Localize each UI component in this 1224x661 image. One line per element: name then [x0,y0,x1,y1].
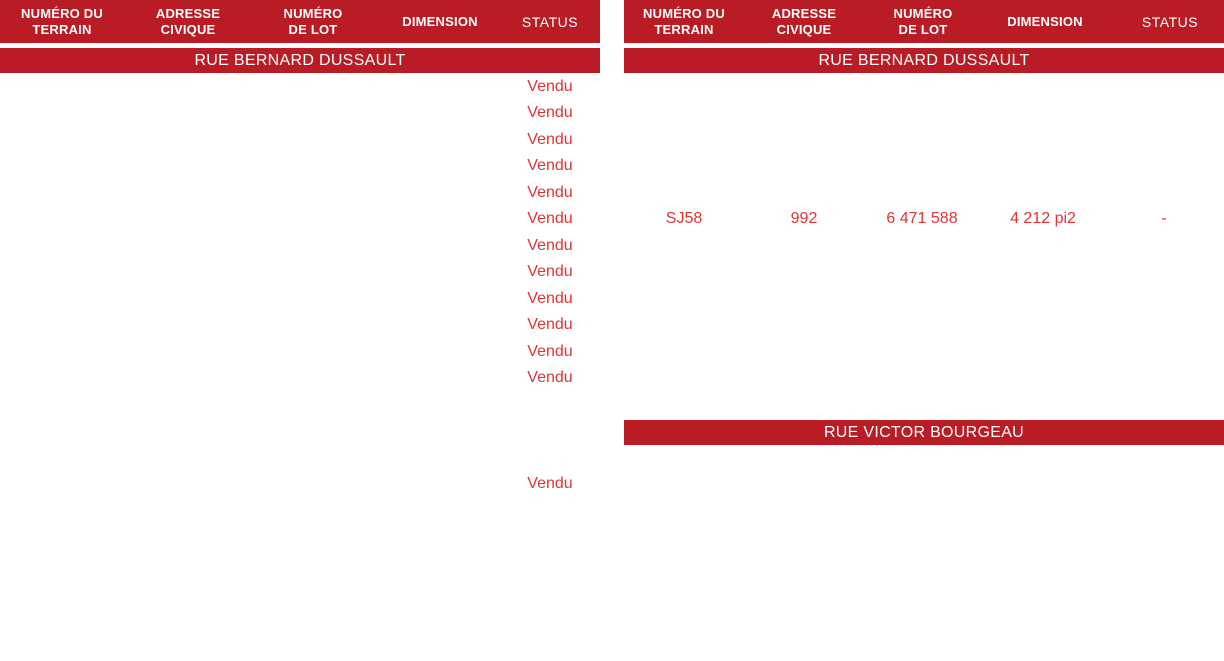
status-cell: Vendu [527,237,573,254]
civic-address-cell: 992 [790,210,818,227]
street-section-bar: RUE BERNARD DUSSAULT [0,48,600,73]
terrain-number-cell: SJ58 [665,210,703,227]
status-cell: Vendu [527,131,573,148]
status-cell: Vendu [527,290,573,307]
column-header-dimension: DIMENSION [1007,13,1083,29]
column-header-status: STATUS [1141,13,1199,30]
status-cell: Vendu [527,316,573,333]
column-header-terrain: NUMÉRO DU TERRAIN [21,5,103,37]
right-lot-table [624,0,1224,441]
status-cell: Vendu [527,184,573,201]
status-cell: Vendu [527,263,573,280]
column-header-adresse: ADRESSE CIVIQUE [155,5,221,37]
status-cell: Vendu [527,210,573,227]
left-lot-table [0,0,600,492]
column-header-dimension: DIMENSION [402,13,478,29]
table-header [0,0,600,43]
status-cell: Vendu [527,78,573,95]
column-header-status: STATUS [521,13,579,30]
column-header-lot: NUMÉRO DE LOT [893,5,953,37]
lot-number-cell: 6 471 588 [886,210,958,227]
street-section-bar: RUE BERNARD DUSSAULT [624,48,1224,73]
status-cell: Vendu [527,475,573,492]
status-cell: - [1161,210,1167,227]
column-header-terrain: NUMÉRO DU TERRAIN [643,5,725,37]
street-section-bar: RUE VICTOR BOURGEAU [624,420,1224,445]
status-cell: Vendu [527,104,573,121]
dimension-cell: 4 212 pi2 [1010,210,1076,227]
status-cell: Vendu [527,157,573,174]
column-header-lot: NUMÉRO DE LOT [283,5,343,37]
status-cell: Vendu [527,343,573,360]
status-cell: Vendu [527,369,573,386]
column-header-adresse: ADRESSE CIVIQUE [771,5,837,37]
table-header [624,0,1224,43]
